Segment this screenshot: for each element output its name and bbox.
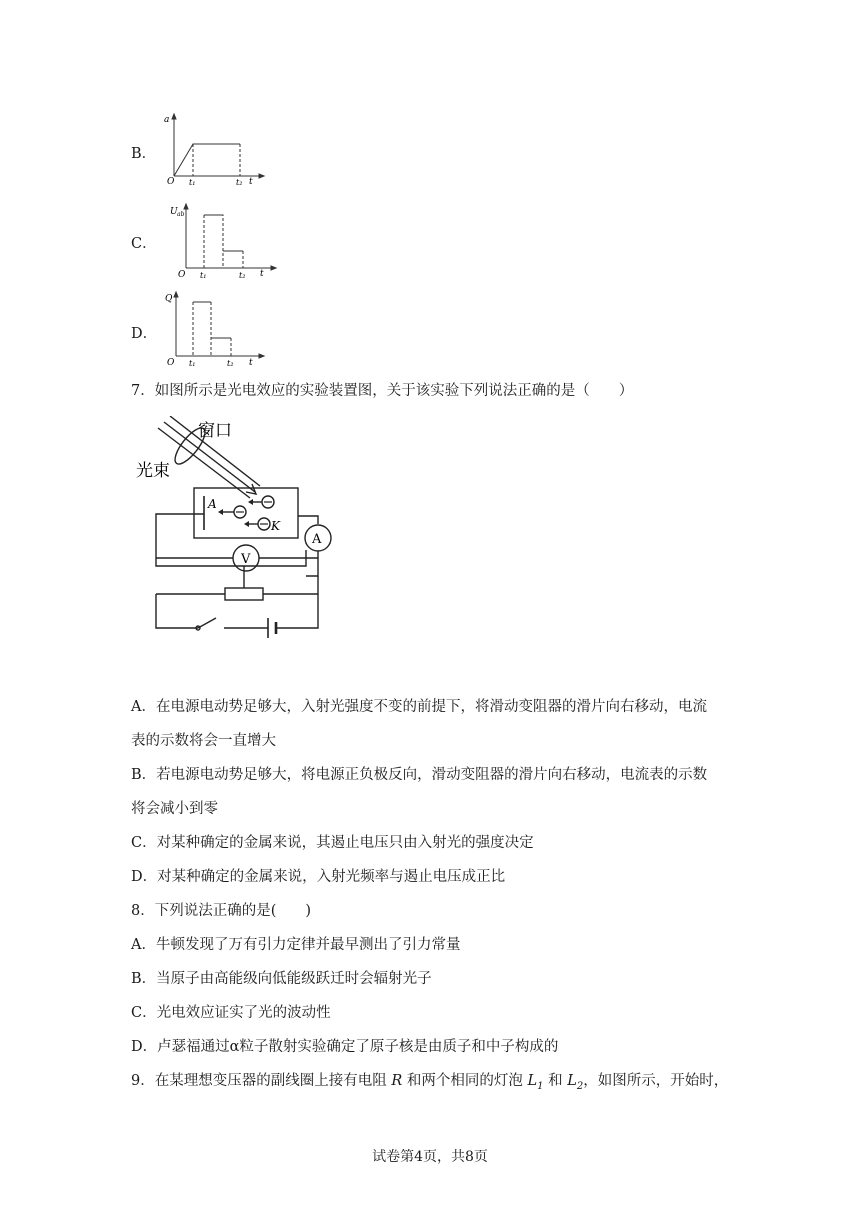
- beam-label: 光束: [136, 461, 170, 481]
- origin-label: O: [167, 358, 175, 368]
- t2-label: t₂: [236, 178, 243, 186]
- anode-label: A: [208, 497, 217, 511]
- ammeter-label: A: [312, 532, 322, 547]
- t-label: t: [249, 358, 253, 368]
- cathode-label: K: [271, 519, 280, 533]
- option-d-label: D．: [131, 326, 158, 342]
- y-label: a: [164, 115, 170, 125]
- arrowhead-2: [218, 509, 223, 515]
- y-label: U: [170, 207, 178, 217]
- voltmeter-label: V: [241, 552, 251, 567]
- q7-option-a-line2: 表的示数将会一直增大: [131, 733, 276, 749]
- q7-option-d: D．对某种确定的金属来说，入射光频率与遏止电压成正比: [131, 869, 506, 885]
- y-arrow: [174, 292, 178, 297]
- photoelectric-apparatus-figure: [128, 416, 348, 648]
- q9-lamp1-symbol: L: [527, 1073, 538, 1089]
- origin-label: O: [167, 177, 175, 186]
- rheostat: [225, 588, 263, 600]
- t2-label: t₂: [239, 271, 246, 280]
- window-label: 窗口: [198, 421, 232, 441]
- option-c-label: C．: [131, 236, 157, 252]
- graph-d-q-t: [160, 286, 270, 368]
- t2-label: t₂: [227, 359, 234, 368]
- wire-ammeter-down: [306, 551, 318, 576]
- y-arrow: [184, 204, 188, 209]
- t-label: t: [249, 177, 253, 186]
- q9-stem-c: 和: [543, 1073, 568, 1089]
- x-arrow: [259, 354, 264, 358]
- x-arrow: [271, 266, 276, 270]
- q8-stem: 8．下列说法正确的是( ): [131, 903, 312, 919]
- t1-label: t₁: [189, 178, 196, 186]
- q7-option-a-line1: A．在电源电动势足够大，入射光强度不变的前提下，将滑动变阻器的滑片向右移动，电流: [131, 699, 707, 715]
- t1-label: t₁: [189, 359, 196, 368]
- origin-label: O: [178, 270, 186, 280]
- q9-stem-d: ，如图所示，开始时，: [583, 1073, 729, 1089]
- q9-lamp2-symbol: L: [567, 1073, 577, 1089]
- q9-stem-b: 和两个相同的灯泡: [402, 1073, 528, 1089]
- wire-bottom-left: [156, 594, 198, 628]
- graph-c-uab-t: [168, 198, 280, 280]
- q7-option-b-line2: 将会减小到零: [131, 801, 218, 817]
- q8-option-a: A．牛顿发现了万有引力定律并最早测出了引力常量: [131, 937, 461, 953]
- graph-b-a-t: [160, 108, 270, 186]
- arrowhead-3: [244, 521, 249, 527]
- pulse-high: [204, 215, 223, 268]
- wire-bottom-right: [276, 594, 318, 628]
- pulse-low: [223, 251, 243, 268]
- t1-label: t₁: [200, 271, 207, 280]
- page-footer: 试卷第4页，共8页: [372, 1149, 488, 1165]
- arrowhead-1: [248, 499, 253, 505]
- y-label: Q: [165, 294, 173, 304]
- q8-option-c: C．光电效应证实了光的波动性: [131, 1005, 331, 1021]
- y-sub-label: ab: [177, 211, 185, 218]
- q9-stem: [131, 1071, 728, 1097]
- q9-resistor-symbol: R: [391, 1073, 403, 1089]
- x-arrow: [259, 174, 264, 178]
- q7-stem: 7．如图所示是光电效应的实验装置图，关于该实验下列说法正确的是（ ）: [131, 383, 634, 399]
- curve: [174, 144, 240, 176]
- q9-lamp1-sub: 1: [537, 1080, 544, 1092]
- t-label: t: [260, 269, 264, 279]
- q7-option-b-line1: B．若电源电动势足够大，将电源正负极反向，滑动变阻器的滑片向右移动，电流表的示数: [131, 767, 708, 783]
- y-arrow: [172, 114, 176, 119]
- q7-option-c: C．对某种确定的金属来说，其遏止电压只由入射光的强度决定: [131, 835, 534, 851]
- q9-lamp2-sub: 2: [576, 1080, 584, 1092]
- q8-option-b: B．当原子由高能级向低能级跃迁时会辐射光子: [131, 971, 432, 987]
- q8-option-d: D．卢瑟福通过α粒子散射实验确定了原子核是由质子和中子构成的: [131, 1039, 559, 1055]
- q9-stem-a: 9．在某理想变压器的副线圈上接有电阻: [131, 1073, 392, 1089]
- switch-blade: [198, 618, 216, 628]
- wire-cathode-top: [298, 516, 318, 524]
- option-b-label: B．: [131, 146, 157, 162]
